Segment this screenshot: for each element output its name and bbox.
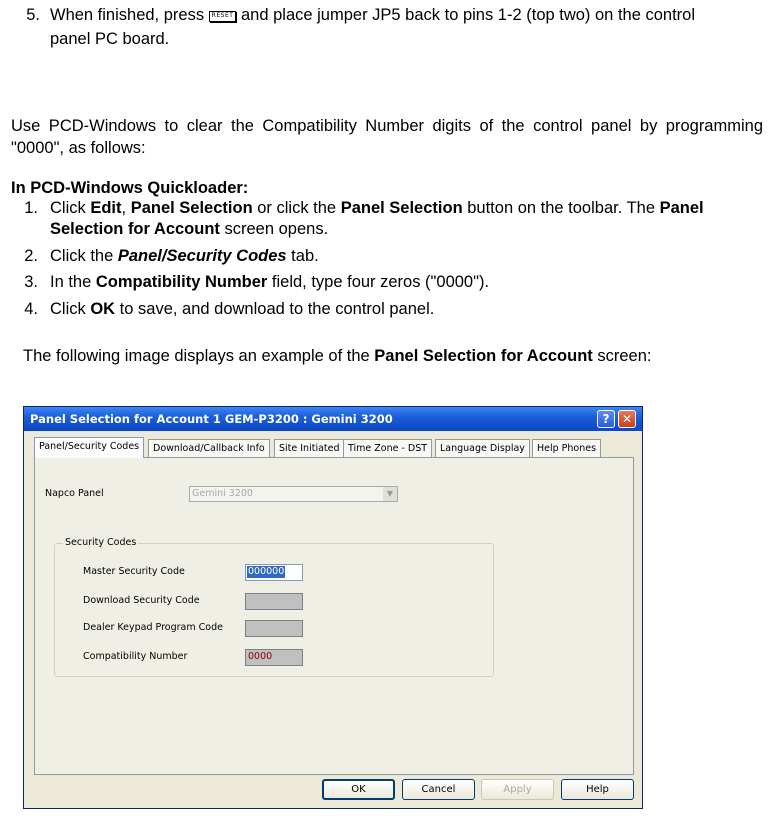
text: ,: [121, 199, 131, 217]
compatibility-number-value: 0000: [248, 651, 273, 662]
download-security-code-label: Download Security Code: [83, 595, 200, 606]
group-title: Security Codes: [65, 537, 137, 548]
tab-panel: [34, 457, 634, 775]
text: to save, and download to the control panel.: [115, 300, 435, 318]
text: In the: [50, 273, 96, 291]
field-name-ref: Compatibility Number: [95, 273, 268, 291]
step-number: 4.: [24, 300, 38, 318]
reset-key-icon: RESET: [209, 11, 237, 22]
screen-name-ref: Panel: [659, 199, 704, 217]
step-5-text: When finished, press: [50, 6, 209, 24]
step-5-line-1: [50, 4, 765, 26]
chevron-down-icon[interactable]: ▼: [383, 487, 397, 501]
cancel-button[interactable]: Cancel: [402, 779, 475, 800]
tab-download-callback-info[interactable]: Download/Callback Info: [148, 439, 270, 457]
tab-language-display[interactable]: Language Display: [435, 439, 530, 457]
button-panel-selection-ref: Panel Selection: [340, 199, 463, 217]
master-security-code-value: 000000: [248, 566, 285, 577]
text: Click: [50, 300, 91, 318]
help-icon[interactable]: ?: [597, 410, 615, 428]
following-paragraph: [23, 345, 652, 367]
step-5-text-after: and place jumper JP5 back to pins 1-2 (top two) on the control: [236, 6, 695, 24]
napco-panel-value: Gemini 3200: [192, 488, 253, 499]
step-2: [50, 245, 763, 267]
napco-panel-select[interactable]: [189, 486, 398, 502]
compatibility-number-label: Compatibility Number: [83, 651, 188, 662]
help-button[interactable]: Help: [561, 779, 634, 800]
menu-panel-selection-ref: Panel Selection: [130, 199, 253, 217]
intro-paragraph: Use PCD-Windows to clear the Compatibility Number digits of the control panel by programming "0000", as follows:: [11, 117, 763, 157]
text: screen:: [592, 347, 652, 365]
step-1-line-2: [50, 218, 763, 240]
dealer-keypad-program-code-label: Dealer Keypad Program Code: [83, 622, 223, 633]
step-number: 3.: [24, 273, 38, 291]
download-security-code-input[interactable]: [245, 593, 303, 610]
ok-button[interactable]: OK: [322, 779, 395, 800]
master-security-code-label: Master Security Code: [83, 566, 185, 577]
step-number: 5.: [26, 6, 40, 24]
close-icon[interactable]: ✕: [618, 410, 636, 428]
step-3: [50, 271, 763, 293]
screen-name-ref: Panel Selection for Account: [374, 347, 593, 365]
tab-panel-security-codes[interactable]: Panel/Security Codes: [34, 437, 144, 458]
text: Click the: [50, 247, 118, 265]
step-4: [50, 298, 763, 320]
step-number: 2.: [24, 247, 38, 265]
dealer-keypad-program-code-input[interactable]: [245, 620, 303, 637]
section-heading: In PCD-Windows Quickloader:: [11, 179, 249, 197]
text: Click: [50, 199, 91, 217]
step-1: [50, 197, 763, 219]
master-security-code-input[interactable]: [245, 564, 303, 581]
text: or click the: [252, 199, 341, 217]
text: The following image displays an example of the: [23, 347, 375, 365]
screen-name-ref: Selection for Account: [50, 220, 220, 238]
text: screen opens.: [219, 220, 329, 238]
tab-site-initiated[interactable]: Site Initiated: [274, 439, 345, 457]
text: tab.: [286, 247, 319, 265]
tab-help-phones[interactable]: Help Phones: [532, 439, 601, 457]
menu-edit-ref: Edit: [90, 199, 122, 217]
napco-panel-label: Napco Panel: [45, 488, 104, 499]
step-5-line-2: panel PC board.: [50, 30, 170, 48]
security-codes-group: [54, 537, 494, 677]
text: button on the toolbar. The: [462, 199, 660, 217]
dialog-titlebar[interactable]: [24, 407, 642, 431]
button-ok-ref: OK: [90, 300, 116, 318]
tab-time-zone-dst[interactable]: Time Zone - DST: [343, 439, 432, 457]
tab-name-ref: Panel/Security Codes: [117, 247, 287, 265]
step-number: 1.: [24, 199, 38, 217]
text: field, type four zeros ("0000").: [267, 273, 490, 291]
compatibility-number-input[interactable]: [245, 649, 303, 666]
panel-selection-dialog: [23, 406, 643, 809]
dialog-title: Panel Selection for Account 1 GEM-P3200 : Gemini 3200: [30, 412, 393, 426]
apply-button[interactable]: Apply: [481, 779, 554, 800]
